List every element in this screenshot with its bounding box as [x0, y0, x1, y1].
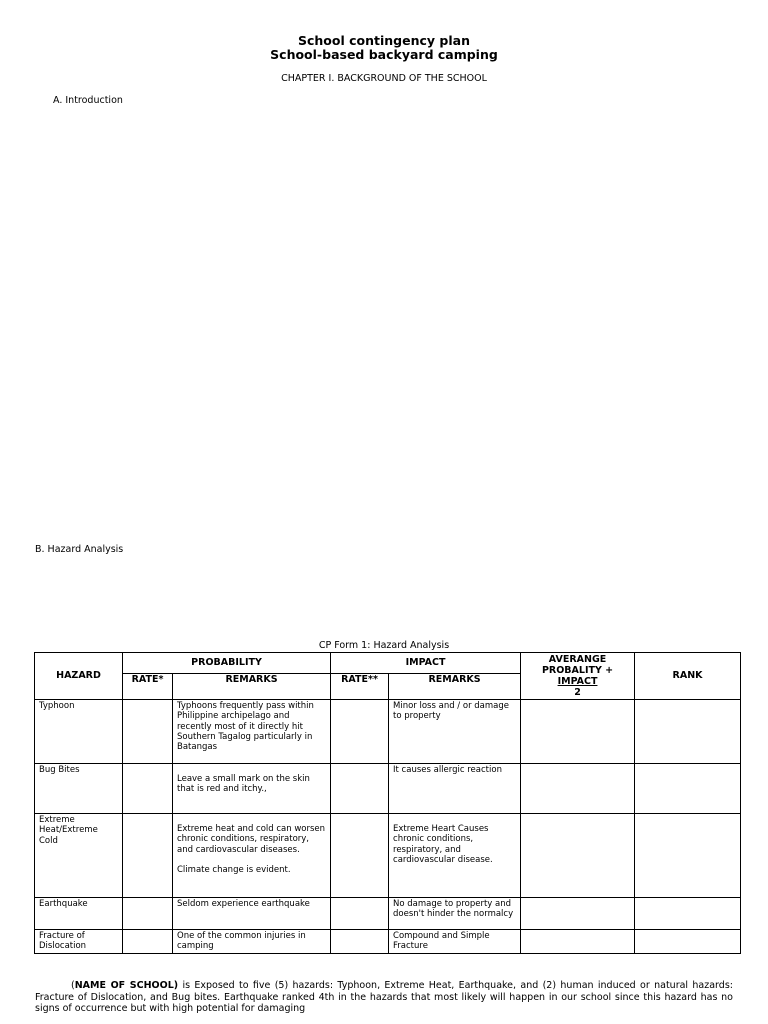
header-average	[521, 653, 635, 700]
rank-cell	[635, 898, 741, 930]
header-rank: RANK	[635, 653, 741, 700]
probability-remarks-cell: Seldom experience earthquake	[173, 898, 331, 930]
table-caption: CP Form 1: Hazard Analysis	[318, 640, 450, 651]
header-hazard: HAZARD	[35, 653, 123, 700]
summary-paragraph	[35, 980, 733, 1015]
hazard-cell: Earthquake	[35, 898, 123, 930]
average-cell	[521, 700, 635, 764]
summary-text: is Exposed to five (5) hazards: Typhoon, Extreme Heat, Earthquake, and (2) human induced or natural hazards: Fracture of Dislocation, and Bug bites. Earthquake ranked 4th in the hazards that most likely will happen in our school since this hazard has no signs of occurrence but with high potential for damaging	[35, 980, 733, 1015]
header-average-line-1: AVERANGE	[548, 654, 607, 665]
hazard-cell: Bug Bites	[35, 764, 123, 814]
impact-remarks-cell: Compound and Simple Fracture	[389, 930, 521, 954]
impact-remarks-cell: No damage to property and doesn't hinder the normalcy	[389, 898, 521, 930]
header-average-line-3: IMPACT	[557, 676, 598, 687]
probability-rate-cell	[123, 700, 173, 764]
probability-remarks-note: Climate change is evident.	[177, 864, 291, 875]
header-rate-impact: RATE**	[331, 674, 389, 700]
impact-rate-cell	[331, 700, 389, 764]
probability-remarks-text: Extreme heat and cold can worsen chronic conditions, respiratory, and cardiovascular diseases.	[177, 824, 326, 855]
header-remarks-probability: REMARKS	[173, 674, 331, 700]
impact-remarks-cell: Minor loss and / or damage to property	[389, 700, 521, 764]
header-average-line-2: PROBALITY +	[541, 665, 614, 676]
hazard-cell: Typhoon	[35, 700, 123, 764]
school-name-placeholder: NAME OF SCHOOL)	[74, 980, 179, 991]
probability-rate-cell	[123, 930, 173, 954]
table-row	[35, 930, 741, 954]
probability-remarks-cell: One of the common injuries in camping	[173, 930, 331, 954]
table-row	[35, 764, 741, 814]
average-cell	[521, 930, 635, 954]
introduction-heading: A. Introduction	[53, 95, 123, 106]
average-cell	[521, 898, 635, 930]
summary-open-paren: (	[71, 980, 75, 991]
hazard-analysis-heading: B. Hazard Analysis	[35, 544, 124, 555]
probability-rate-cell	[123, 764, 173, 814]
rank-cell	[635, 764, 741, 814]
rank-cell	[635, 930, 741, 954]
probability-remarks-cell: Leave a small mark on the skin that is red and itchy.,	[173, 764, 331, 814]
chapter-heading: CHAPTER I. BACKGROUND OF THE SCHOOL	[281, 73, 487, 84]
table-row	[35, 700, 741, 764]
probability-remarks-cell	[173, 814, 331, 898]
hazard-analysis-table	[34, 652, 741, 954]
header-remarks-impact: REMARKS	[389, 674, 521, 700]
probability-remarks-cell: Typhoons frequently pass within Philippine archipelago and recently most of it directly hit Southern Tagalog particularly in Batangas	[173, 700, 331, 764]
average-cell	[521, 814, 635, 898]
average-cell	[521, 764, 635, 814]
impact-rate-cell	[331, 898, 389, 930]
rank-cell	[635, 814, 741, 898]
header-rate-probability: RATE*	[123, 674, 173, 700]
impact-rate-cell	[331, 930, 389, 954]
table-row	[35, 814, 741, 898]
hazard-cell: Fracture of Dislocation	[35, 930, 123, 954]
rank-cell	[635, 700, 741, 764]
document-title-line-1: School contingency plan	[298, 33, 470, 48]
hazard-cell: Extreme Heat/Extreme Cold	[35, 814, 123, 898]
probability-rate-cell	[123, 814, 173, 898]
table-row	[35, 898, 741, 930]
probability-rate-cell	[123, 898, 173, 930]
impact-rate-cell	[331, 814, 389, 898]
impact-rate-cell	[331, 764, 389, 814]
document-title-line-2: School-based backyard camping	[270, 47, 498, 62]
header-average-line-4: 2	[574, 687, 581, 698]
header-probability: PROBABILITY	[123, 653, 331, 674]
impact-remarks-cell: It causes allergic reaction	[389, 764, 521, 814]
impact-remarks-cell: Extreme Heart Causes chronic conditions, respiratory, and cardiovascular disease.	[389, 814, 521, 898]
header-impact: IMPACT	[331, 653, 521, 674]
